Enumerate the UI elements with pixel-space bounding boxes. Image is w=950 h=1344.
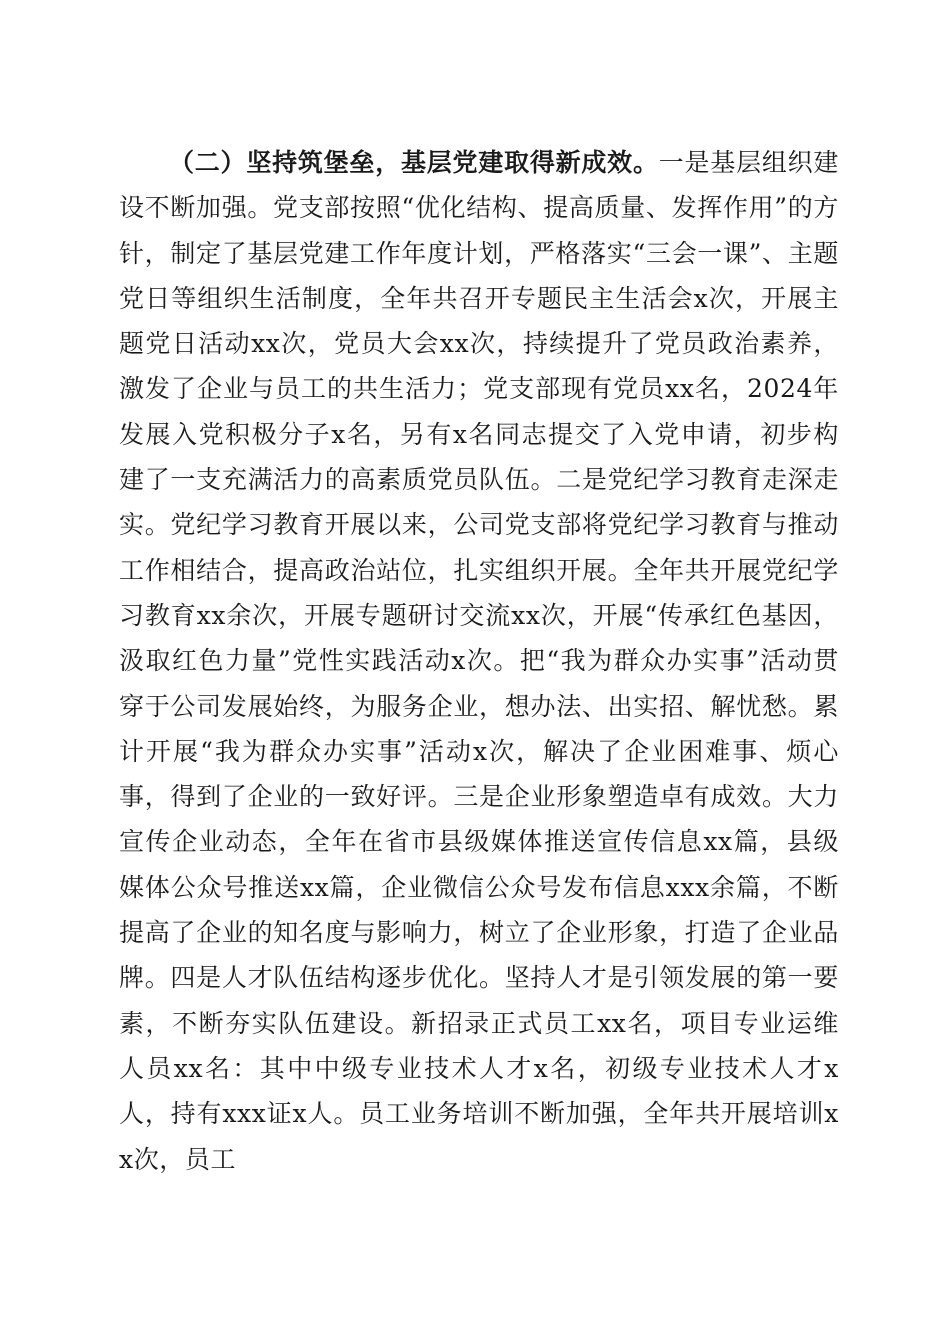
body-paragraph — [119, 140, 839, 1182]
paragraph-body-text: 一是基层组织建设不断加强。党支部按照“优化结构、提高质量、发挥作用”的方针，制定了基层党建工作年度计划，严格落实“三会一课”、主题党日等组织生活制度，全年共召开专题民主生活会x次，开展主题党日活动xx次，党员大会xx次，持续提升了党员政治素养，激发了企业与员工的共生活力；党支部现有党员xx名，2024年发展入党积极分子x名，另有x名同志提交了入党申请，初步构建了一支充满活力的高素质党员队伍。二是党纪学习教育走深走实。党纪学习教育开展以来，公司党支部将党纪学习教育与推动工作相结合，提高政治站位，扎实组织开展。全年共开展党纪学习教育xx余次，开展专题研讨交流xx次，开展“传承红色基因，汲取红色力量”党性实践活动x次。把“我为群众办实事”活动贯穿于公司发展始终，为服务企业，想办法、出实招、解忧愁。累计开展“我为群众办实事”活动x次，解决了企业困难事、烦心事，得到了企业的一致好评。三是企业形象塑造卓有成效。大力宣传企业动态，全年在省市县级媒体推送宣传信息xx篇，县级媒体公众号推送xx篇，企业微信公众号发布信息xxx余篇，不断提高了企业的知名度与影响力，树立了企业形象，打造了企业品牌。四是人才队伍结构逐步优化。坚持人才是引领发展的第一要素，不断夯实队伍建设。新招录正式员工xx名，项目专业运维人员xx名：其中中级专业技术人才x名，初级专业技术人才x人，持有xxx证x人。员工业务培训不断加强，全年共开展培训xx次，员工 — [119, 148, 840, 1174]
section-heading: （二）坚持筑堡垒，基层党建取得新成效。 — [169, 148, 659, 177]
